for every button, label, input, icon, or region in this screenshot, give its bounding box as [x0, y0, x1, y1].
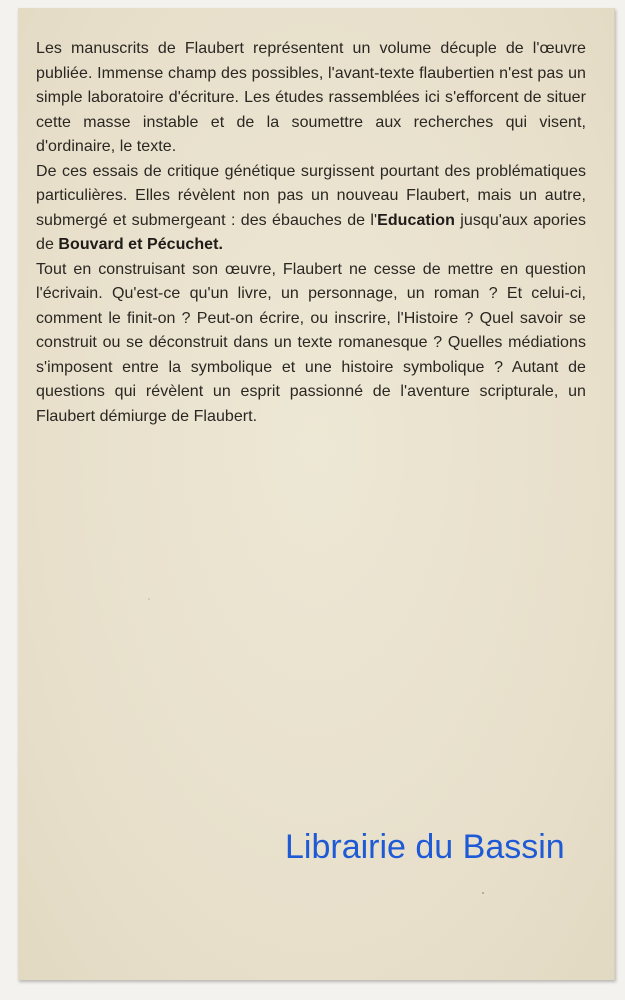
paper-speck [148, 598, 150, 600]
blurb-paragraph-2-start: De ces essais de critique génétique surgissent pourtant des problématiques particulières. Elles révèlent non pas un nouveau Flaubert, mais un autre, submergé et submergeant : des ébauches de l' [36, 162, 586, 229]
blurb-paragraph-1: Les manuscrits de Flaubert représentent un volume décuple de l'œuvre publiée. Immense champ des possibles, l'avant-texte flaubertien n'est pas un simple laboratoire d'écriture. Les études rassemblées ici s'efforcent de situer cette masse instable et de la soumettre aux recherches qui visent, d'ordinaire, le texte. [36, 40, 586, 155]
blurb-paragraph-2 [36, 160, 586, 258]
seller-watermark: Librairie du Bassin [285, 828, 565, 866]
book-title-bouvard-et-pecuchet: Bouvard et Pécuchet. [58, 236, 224, 253]
back-cover-blurb [36, 37, 586, 429]
blurb-paragraph-2-middle: jusqu'aux apories de [36, 211, 586, 253]
book-title-education: Education [377, 211, 455, 229]
blurb-paragraph-3: Tout en construisant son œuvre, Flaubert ne cesse de mettre en question l'écrivain. Qu'est-ce qu'un livre, un personnage, un roman ? Et celui-ci, comment le finit-on ? Peut-on écrire, ou inscrire, l'Histoire ? Quel savoir se construit ou se déconstruit dans un texte romanesque ? Quelles médiations s'imposent entre la symbolique et une histoire symbolique ? Autant de questions qui révèlent un esprit passionné de l'aventure scripturale, un Flaubert démiurge de Flaubert. [36, 260, 586, 425]
paper-speck [482, 892, 484, 894]
